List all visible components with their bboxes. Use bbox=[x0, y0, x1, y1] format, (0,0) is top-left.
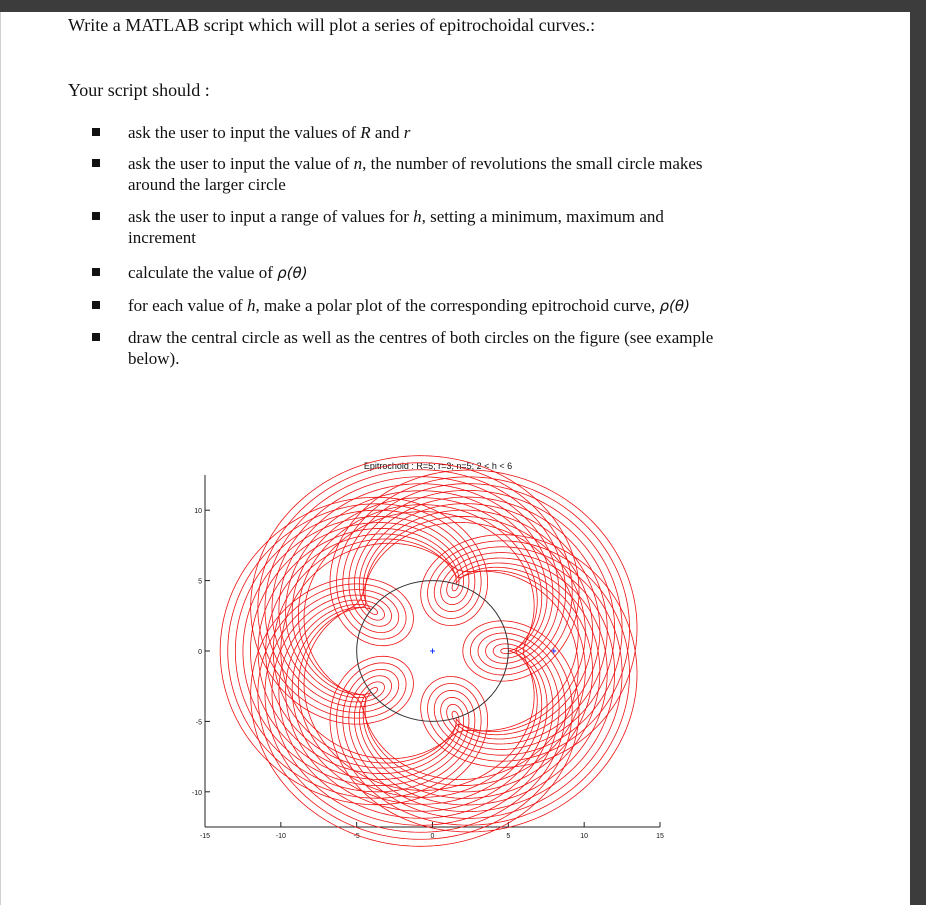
bullet-marker bbox=[92, 301, 100, 309]
page-edge bbox=[0, 12, 1, 905]
epitrochoid-curves bbox=[220, 456, 637, 847]
bullet-item-2 bbox=[128, 153, 788, 195]
bullet-text: , the number of revolutions the small circle makes bbox=[362, 154, 703, 173]
bullet-text: for each value of bbox=[128, 296, 247, 315]
bullet-marker bbox=[92, 159, 100, 167]
bullet-text-line2: increment bbox=[128, 228, 196, 247]
x-tick-label: 5 bbox=[506, 833, 511, 840]
y-tick-label: -10 bbox=[191, 789, 202, 797]
bullet-text: draw the central circle as well as the centres of both circles on the figure (see example bbox=[128, 328, 714, 347]
var-h: h bbox=[246, 296, 256, 315]
bullet-text: , make a polar plot of the corresponding epitrochoid curve, bbox=[255, 296, 660, 315]
bullet-item-3 bbox=[128, 206, 788, 248]
viewer-top-bar bbox=[0, 0, 926, 12]
x-tick-label: 10 bbox=[580, 833, 589, 840]
axes bbox=[192, 475, 664, 840]
rho-theta-symbol: ρ(θ) bbox=[659, 297, 690, 315]
large-circle-center bbox=[430, 649, 435, 654]
chart-title: Epitrochoid : R=5; r=3; n=5; 2 < h < 6 bbox=[363, 461, 513, 471]
bullet-marker bbox=[92, 212, 100, 220]
var-h: h bbox=[413, 207, 422, 226]
bullet-text-line2: below). bbox=[128, 349, 180, 368]
bullet-marker bbox=[92, 333, 100, 341]
y-tick-label: 10 bbox=[194, 508, 202, 516]
bullet-text: ask the user to input a range of values for bbox=[128, 207, 414, 226]
bullet-item-6 bbox=[128, 327, 788, 369]
bullet-text: ask the user to input the value of bbox=[128, 154, 354, 173]
epitrochoid-curve bbox=[235, 470, 622, 833]
y-tick-label: -5 bbox=[195, 719, 202, 727]
epitrochoid-curve bbox=[273, 505, 585, 798]
y-tick-label: 0 bbox=[198, 649, 202, 656]
y-tick-label: 5 bbox=[198, 578, 202, 586]
bullet-text: calculate the value of bbox=[128, 263, 278, 282]
epitrochoid-curve bbox=[228, 463, 630, 840]
x-tick-label: -15 bbox=[199, 833, 211, 840]
var-R: R bbox=[360, 123, 371, 142]
bullet-item-4 bbox=[128, 262, 788, 284]
bullet-item-5 bbox=[128, 295, 788, 317]
viewer-scrollbar[interactable] bbox=[910, 0, 926, 905]
x-tick-label: 15 bbox=[656, 833, 664, 840]
var-r: r bbox=[403, 123, 411, 142]
x-tick-label: -5 bbox=[353, 833, 360, 840]
x-tick-label: -10 bbox=[275, 833, 286, 840]
var-n: n bbox=[353, 154, 363, 173]
bullet-text: and bbox=[370, 123, 404, 142]
x-tick-label: 0 bbox=[430, 833, 435, 840]
bullet-text: ask the user to input the values of bbox=[128, 123, 361, 142]
epitrochoid-figure bbox=[170, 450, 670, 850]
epitrochoid-curve bbox=[266, 498, 593, 805]
bullet-item-1 bbox=[128, 122, 788, 143]
bullet-text: , setting a minimum, maximum and bbox=[421, 207, 664, 226]
bullet-marker bbox=[92, 128, 100, 136]
intro-text: Your script should : bbox=[68, 80, 210, 100]
rho-theta-symbol: ρ(θ) bbox=[277, 264, 308, 282]
epitrochoid-curve bbox=[258, 491, 600, 812]
epitrochoid-curve bbox=[281, 512, 578, 791]
problem-statement: Write a MATLAB script which will plot a series of epitrochoidal curves.: bbox=[68, 15, 596, 35]
bullet-marker bbox=[92, 268, 100, 276]
bullet-text-line2: around the larger circle bbox=[128, 175, 286, 194]
